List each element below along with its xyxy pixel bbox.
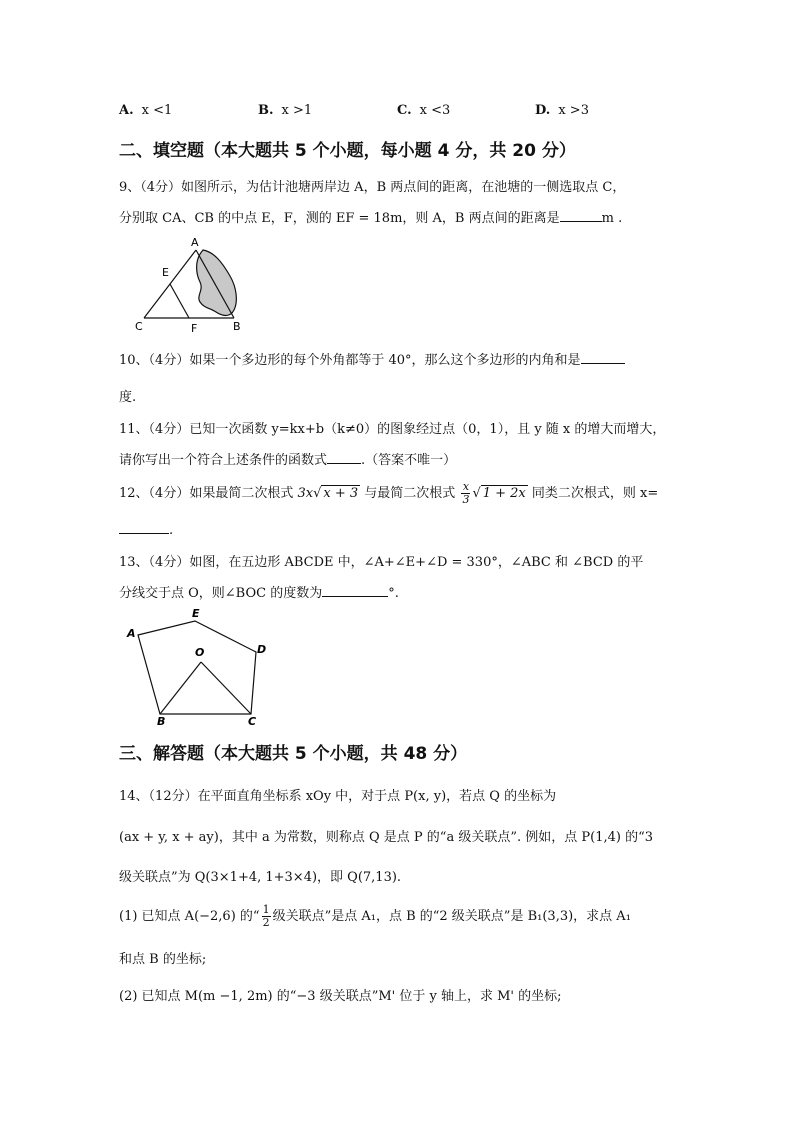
q11-text: 请你写出一个符合上述条件的函数式 xyxy=(119,453,328,468)
option-text: x >3 xyxy=(558,103,589,118)
option-c xyxy=(397,103,450,118)
q9-line2-text: 分别取 CA、CB 的中点 E，F，测的 EF = 18m，则 A，B 两点间的距离是 xyxy=(119,211,560,226)
q12-frac-den: 3 xyxy=(462,493,470,506)
label-f: F xyxy=(191,322,198,335)
q14-p1-den: 2 xyxy=(262,916,270,929)
pond-shape xyxy=(197,250,237,316)
label-b: B xyxy=(157,715,166,727)
q12-mid: 与最简二次根式 xyxy=(364,486,456,501)
q14-p1-fraction xyxy=(262,904,271,929)
option-a xyxy=(119,103,172,118)
q12-radicand2: 1 + 2x xyxy=(482,486,526,501)
bisector-bo xyxy=(160,662,201,714)
q13-text: 分线交于点 O，则∠BOC 的度数为 xyxy=(119,586,323,601)
q12-fraction xyxy=(461,481,470,506)
section2-heading: 二、填空题（本大题共 5 个小题，每小题 4 分，共 20 分） xyxy=(119,141,576,161)
q14-p1-num: 1 xyxy=(262,903,270,916)
q11-line2 xyxy=(119,449,456,468)
label-e: E xyxy=(162,266,169,279)
q9-unit: m . xyxy=(601,211,623,226)
q10-line2: 度. xyxy=(119,390,137,405)
option-b xyxy=(258,103,312,118)
section3-heading: 三、解答题（本大题共 5 个小题，共 48 分） xyxy=(119,744,468,764)
q11-line1: 11、（4分）已知一次函数 y=kx+b（k≠0）的图象经过点（0，1），且 y 随 x 的增大而增大， xyxy=(119,422,666,437)
q12-radicand1: x + 3 xyxy=(323,486,359,501)
q14-p1-pre: (1) 已知点 A(−2,6) 的“ xyxy=(119,909,260,924)
sqrt-symbol: √ xyxy=(472,486,481,501)
label-d: D xyxy=(257,643,267,656)
answer-blank xyxy=(119,521,169,534)
figure-pentagon xyxy=(120,603,270,727)
option-letter: C. xyxy=(397,103,412,118)
label-c: C xyxy=(135,320,143,333)
option-text: x >1 xyxy=(281,103,313,118)
figure-pond-triangle xyxy=(130,232,260,336)
q12-frac-num: x xyxy=(462,480,470,493)
option-text: x <1 xyxy=(141,103,173,118)
option-text: x <3 xyxy=(419,103,451,118)
q12-post: 同类二次根式，则 x= xyxy=(531,486,659,501)
label-e: E xyxy=(192,607,200,620)
q11-note: .（答案不唯一） xyxy=(361,453,457,468)
q10-text: 10、（4分）如果一个多边形的每个外角都等于 40°，那么这个多边形的内角和是 xyxy=(119,353,581,368)
q14-line3: 级关联点”为 Q(3×1+4, 1+3×4)，即 Q(7,13). xyxy=(119,870,402,885)
answer-blank xyxy=(327,451,361,464)
q13-unit: °. xyxy=(388,586,399,601)
q14-part2: (2) 已知点 M(m −1, 2m) 的“−3 级关联点”M' 位于 y 轴上，求 M' 的坐标; xyxy=(119,989,562,1004)
bisector-co xyxy=(201,662,251,714)
q13-line1: 13、（4分）如图，在五边形 ABCDE 中，∠A+∠E+∠D = 330°，∠ABC 和 ∠BCD 的平 xyxy=(119,555,644,570)
answer-blank xyxy=(322,584,388,597)
label-c: C xyxy=(248,715,257,727)
label-a: A xyxy=(127,627,136,640)
q14-part1 xyxy=(119,904,631,929)
q12-coef: 3x xyxy=(297,486,314,501)
q12-end: . xyxy=(169,523,174,538)
q9-line1: 9、（4分）如图所示，为估计池塘两岸边 A，B 两点间的距离，在池塘的一侧选取点 C， xyxy=(119,180,626,195)
option-d xyxy=(535,103,589,118)
q14-line1: 14、（12分）在平面直角坐标系 xOy 中，对于点 P(x, y)，若点 Q 的坐标为 xyxy=(119,789,557,804)
q13-line2 xyxy=(119,582,399,601)
q12-line2 xyxy=(119,521,173,538)
q14-line2: (ax + y, x + ay)，其中 a 为常数，则称点 Q 是点 P 的“a 级关联点”. 例如，点 P(1,4) 的“3 xyxy=(119,830,653,845)
label-a: A xyxy=(191,236,199,249)
q10-line1 xyxy=(119,349,625,368)
option-letter: D. xyxy=(535,103,551,118)
q12-pre: 12、（4分）如果最简二次根式 xyxy=(119,486,294,501)
segment-ef xyxy=(170,284,189,318)
option-letter: B. xyxy=(258,103,274,118)
label-o: O xyxy=(195,646,205,659)
label-b: B xyxy=(233,320,241,333)
option-letter: A. xyxy=(119,103,134,118)
q12-line1 xyxy=(119,481,658,506)
answer-blank xyxy=(560,209,602,222)
answer-blank xyxy=(581,351,625,364)
q9-line2 xyxy=(119,207,622,226)
q14-p1-post: 级关联点”是点 A₁，点 B 的“2 级关联点”是 B₁(3,3)，求点 A₁ xyxy=(272,909,631,924)
sqrt-symbol: √ xyxy=(313,486,322,501)
q14-part1-line2: 和点 B 的坐标; xyxy=(119,952,207,967)
